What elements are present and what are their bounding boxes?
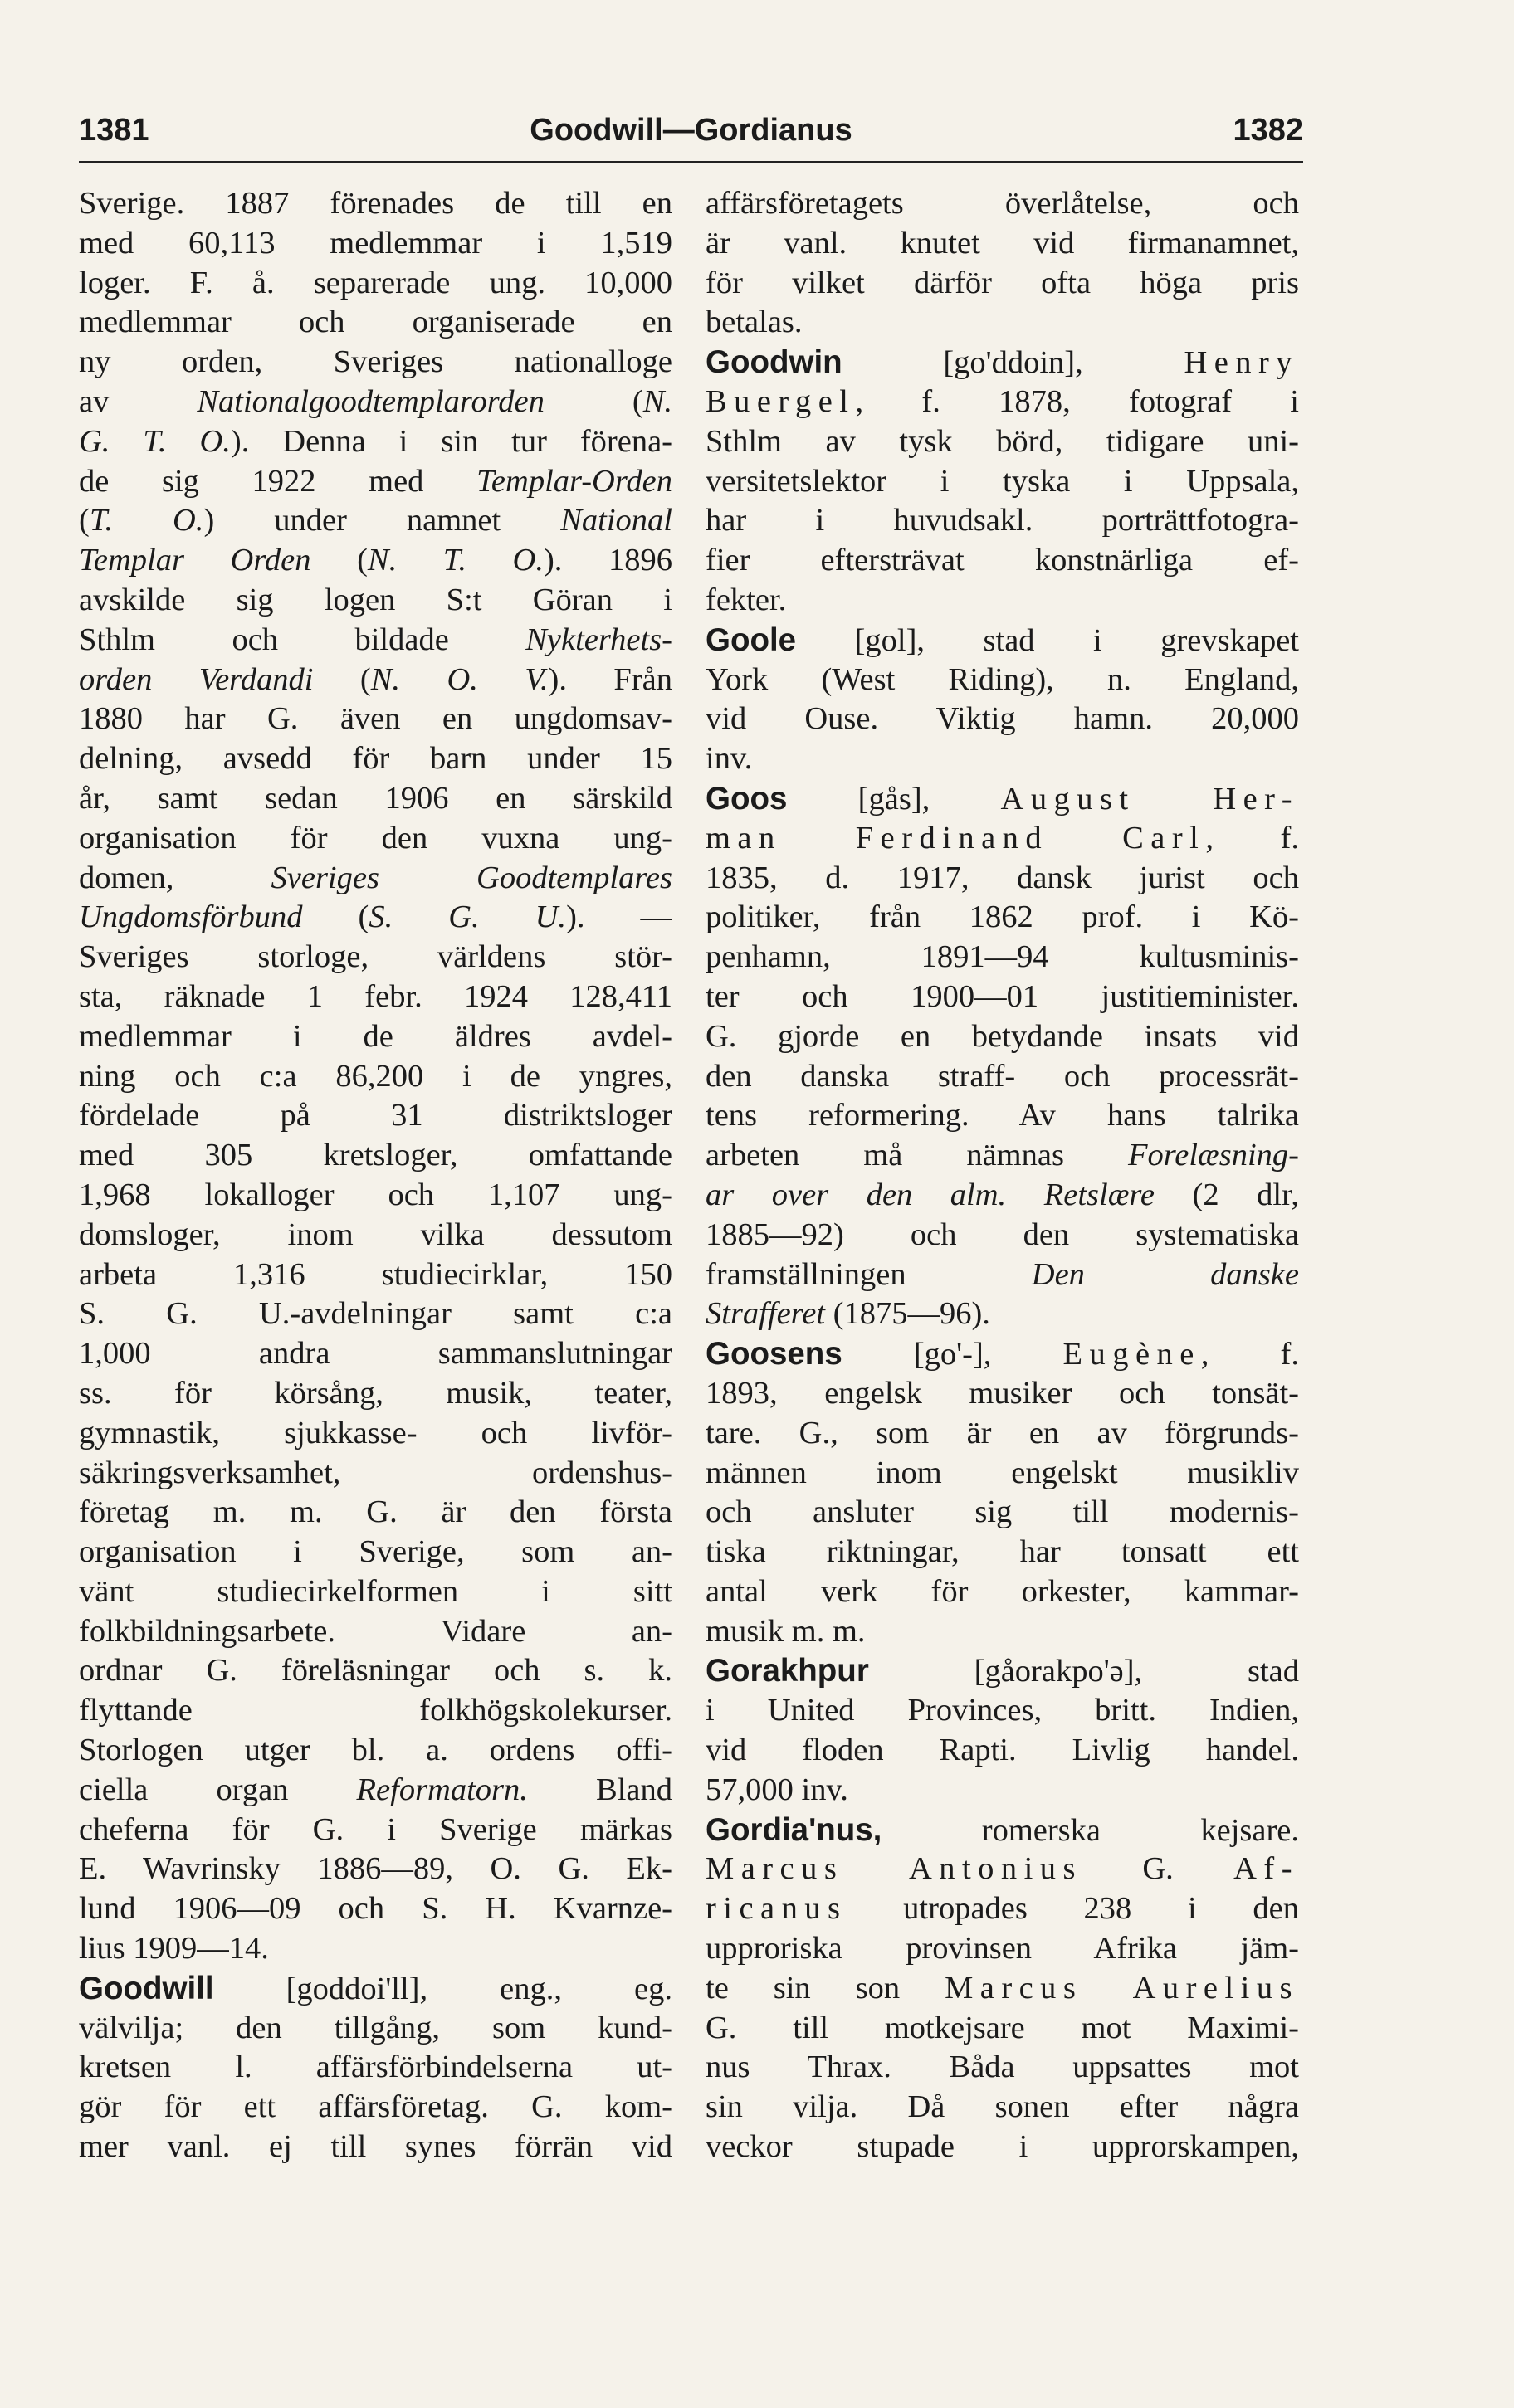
text-line: 1835, d. 1917, dansk jurist och	[706, 860, 1299, 895]
headword-goos: Goos	[706, 780, 788, 816]
text-line: vid Ouse. Viktig hamn. 20,000	[706, 701, 1299, 737]
text-line: ss. för körsång, musik, teater,	[79, 1375, 672, 1411]
text-line: välvilja; den tillgång, som kund-	[79, 2010, 672, 2045]
text-line: antal verk för orkester, kammar-	[706, 1573, 1299, 1609]
text-line: mer vanl. ej till synes förrän vid	[79, 2129, 672, 2165]
text-line: affärsföretagets överlåtelse, och	[706, 186, 1299, 221]
left-column	[79, 184, 672, 2167]
text-line: Templar Orden (N. T. O.). 1896	[79, 543, 672, 578]
text-line: penhamn, 1891—94 kultusminis-	[706, 939, 1299, 975]
text-line: upproriska provinsen Afrika jäm-	[706, 1931, 1299, 1967]
text-line: 1893, engelsk musiker och tonsät-	[706, 1375, 1299, 1411]
text-line: ordnar G. föreläsningar och s. k.	[79, 1653, 672, 1689]
text-line: loger. F. å. separerade ung. 10,000	[79, 265, 672, 300]
text-line: Sthlm av tysk börd, tidigare uni-	[706, 423, 1299, 459]
text-line: cheferna för G. i Sverige märkas	[79, 1811, 672, 1847]
entry-line: Gorakhpur [gåorakpo'ə], stad	[706, 1653, 1299, 1689]
page-number-right: 1382	[1233, 113, 1303, 148]
text-line: är vanl. knutet vid firmanamnet,	[706, 225, 1299, 261]
text-line: ter och 1900—01 justitieminister.	[706, 978, 1299, 1014]
text-line: fekter.	[706, 582, 787, 617]
text-line: säkringsverksamhet, ordenshus-	[79, 1455, 672, 1490]
text-line: tiska riktningar, har tonsatt ett	[706, 1534, 1299, 1570]
text-line: te sin son Marcus Aurelius	[706, 1970, 1299, 2006]
text-line: 1,000 andra sammanslutningar	[79, 1336, 672, 1372]
text-line: domsloger, inom vilka dessutom	[79, 1216, 672, 1252]
right-column	[706, 184, 1299, 2167]
text-line: nus Thrax. Båda uppsattes mot	[706, 2050, 1299, 2085]
text-line: Sverige. 1887 förenades de till en	[79, 186, 672, 221]
text-line: vid floden Rapti. Livlig handel.	[706, 1733, 1299, 1768]
text-line: S. G. U.-avdelningar samt c:a	[79, 1296, 672, 1332]
text-line: organisation i Sverige, som an-	[79, 1534, 672, 1570]
text-line: vänt studiecirkelformen i sitt	[79, 1573, 672, 1609]
entry-line: Goodwin [go'ddoin], Henry	[706, 344, 1299, 381]
text-line: lius 1909—14.	[79, 1931, 269, 1967]
text-line: 1885—92) och den systematiska	[706, 1216, 1299, 1252]
text-line: G. T. O.). Denna i sin tur förena-	[79, 423, 672, 459]
text-line: år, samt sedan 1906 en särskild	[79, 780, 672, 816]
text-line: Ungdomsförbund (S. G. U.). —	[79, 899, 672, 935]
text-line: Sthlm och bildade Nykterhets-	[79, 621, 672, 657]
headword-goosens: Goosens	[706, 1336, 842, 1372]
page-header	[79, 113, 1303, 154]
text-line: Strafferet (1875—96).	[706, 1296, 990, 1332]
text-line: Marcus Antonius G. Af-	[706, 1851, 1299, 1887]
text-line: betalas.	[706, 305, 803, 340]
page-number-left: 1381	[79, 113, 149, 148]
text-line: organisation för den vuxna ung-	[79, 820, 672, 855]
text-line: delning, avsedd för barn under 15	[79, 741, 672, 777]
text-line: sta, räknade 1 febr. 1924 128,411	[79, 978, 672, 1014]
text-line: 1,968 lokalloger och 1,107 ung-	[79, 1177, 672, 1212]
text-line: Buergel, f. 1878, fotograf i	[706, 383, 1299, 419]
text-line: sin vilja. Då sonen efter några	[706, 2089, 1299, 2125]
text-line: politiker, från 1862 prof. i Kö-	[706, 899, 1299, 935]
text-line: med 305 kretsloger, omfattande	[79, 1138, 672, 1173]
text-line: inv.	[706, 741, 753, 777]
text-line: med 60,113 medlemmar i 1,519	[79, 225, 672, 261]
text-line: männen inom engelskt musikliv	[706, 1455, 1299, 1490]
text-line: G. gjorde en betydande insats vid	[706, 1018, 1299, 1054]
entry-line: Goos [gås], August Her-	[706, 780, 1299, 816]
text-line: de sig 1922 med Templar-Orden	[79, 463, 672, 499]
text-line: den danska straff- och processrät-	[706, 1058, 1299, 1094]
text-line: York (West Riding), n. England,	[706, 661, 1299, 697]
text-line: medlemmar och organiserade en	[79, 305, 672, 340]
text-line: domen, Sveriges Goodtemplares	[79, 860, 672, 895]
text-line: flyttande folkhögskolekurser.	[79, 1693, 672, 1728]
text-line: 57,000 inv.	[706, 1772, 848, 1807]
text-line: avskilde sig logen S:t Göran i	[79, 582, 672, 617]
text-line: Sveriges storloge, världens stör-	[79, 939, 672, 975]
text-line: versitetslektor i tyska i Uppsala,	[706, 463, 1299, 499]
text-line: medlemmar i de äldres avdel-	[79, 1018, 672, 1054]
text-line: ar over den alm. Retslære (2 dlr,	[706, 1177, 1299, 1212]
text-line: ciella organ Reformatorn. Bland	[79, 1772, 672, 1807]
headword-goodwill: Goodwill	[79, 1970, 214, 2006]
text-line: 1880 har G. även en ungdomsav-	[79, 701, 672, 737]
text-line: tens reformering. Av hans talrika	[706, 1098, 1299, 1133]
text-line: ricanus utropades 238 i den	[706, 1891, 1299, 1927]
text-line: och ansluter sig till modernis-	[706, 1494, 1299, 1530]
text-line: i United Provinces, britt. Indien,	[706, 1693, 1299, 1728]
entry-line: Goole [gol], stad i grevskapet	[706, 621, 1299, 658]
text-line: ny orden, Sveriges nationalloge	[79, 344, 672, 380]
text-line: man Ferdinand Carl, f.	[706, 820, 1299, 855]
text-line: musik m. m.	[706, 1613, 866, 1649]
entry-line: Goosens [go'-], Eugène, f.	[706, 1336, 1299, 1372]
headword-goodwin: Goodwin	[706, 344, 842, 381]
text-line: tare. G., som är en av förgrunds-	[706, 1415, 1299, 1450]
text-line: arbeta 1,316 studiecirklar, 150	[79, 1256, 672, 1292]
text-line: fördelade på 31 distriktsloger	[79, 1098, 672, 1133]
header-rule	[79, 161, 1303, 163]
text-line: gymnastik, sjukkasse- och livför-	[79, 1415, 672, 1450]
text-line: arbeten må nämnas Forelæsning-	[706, 1138, 1299, 1173]
text-line: gör för ett affärsföretag. G. kom-	[79, 2089, 672, 2125]
text-line: lund 1906—09 och S. H. Kvarnze-	[79, 1891, 672, 1927]
entry-line: Goodwill [goddoi'll], eng., eg.	[79, 1970, 672, 2006]
headword-gordianus: Gordia'nus,	[706, 1811, 882, 1848]
text-line: E. Wavrinsky 1886—89, O. G. Ek-	[79, 1851, 672, 1887]
text-line: folkbildningsarbete. Vidare an-	[79, 1613, 672, 1649]
text-line: (T. O.) under namnet National	[79, 503, 672, 539]
text-line: framställningen Den danske	[706, 1256, 1299, 1292]
text-line: företag m. m. G. är den första	[79, 1494, 672, 1530]
text-line: veckor stupade i upprorskampen,	[706, 2129, 1299, 2165]
text-line: har i huvudsakl. porträttfotogra-	[706, 503, 1299, 539]
text-line: av Nationalgoodtemplarorden (N.	[79, 383, 672, 419]
text-line: G. till motkejsare mot Maximi-	[706, 2010, 1299, 2045]
headword-gorakhpur: Gorakhpur	[706, 1653, 869, 1689]
headword-goole: Goole	[706, 621, 797, 658]
entry-line: Gordia'nus, romerska kejsare.	[706, 1811, 1299, 1848]
text-line: fier eftersträvat konstnärliga ef-	[706, 543, 1299, 578]
text-line: ning och c:a 86,200 i de yngres,	[79, 1058, 672, 1094]
text-line: orden Verdandi (N. O. V.). Från	[79, 661, 672, 697]
text-line: Storlogen utger bl. a. ordens offi-	[79, 1733, 672, 1768]
text-line: kretsen l. affärsförbindelserna ut-	[79, 2050, 672, 2085]
running-title: Goodwill—Gordianus	[530, 113, 852, 148]
text-line: för vilket därför ofta höga pris	[706, 265, 1299, 300]
